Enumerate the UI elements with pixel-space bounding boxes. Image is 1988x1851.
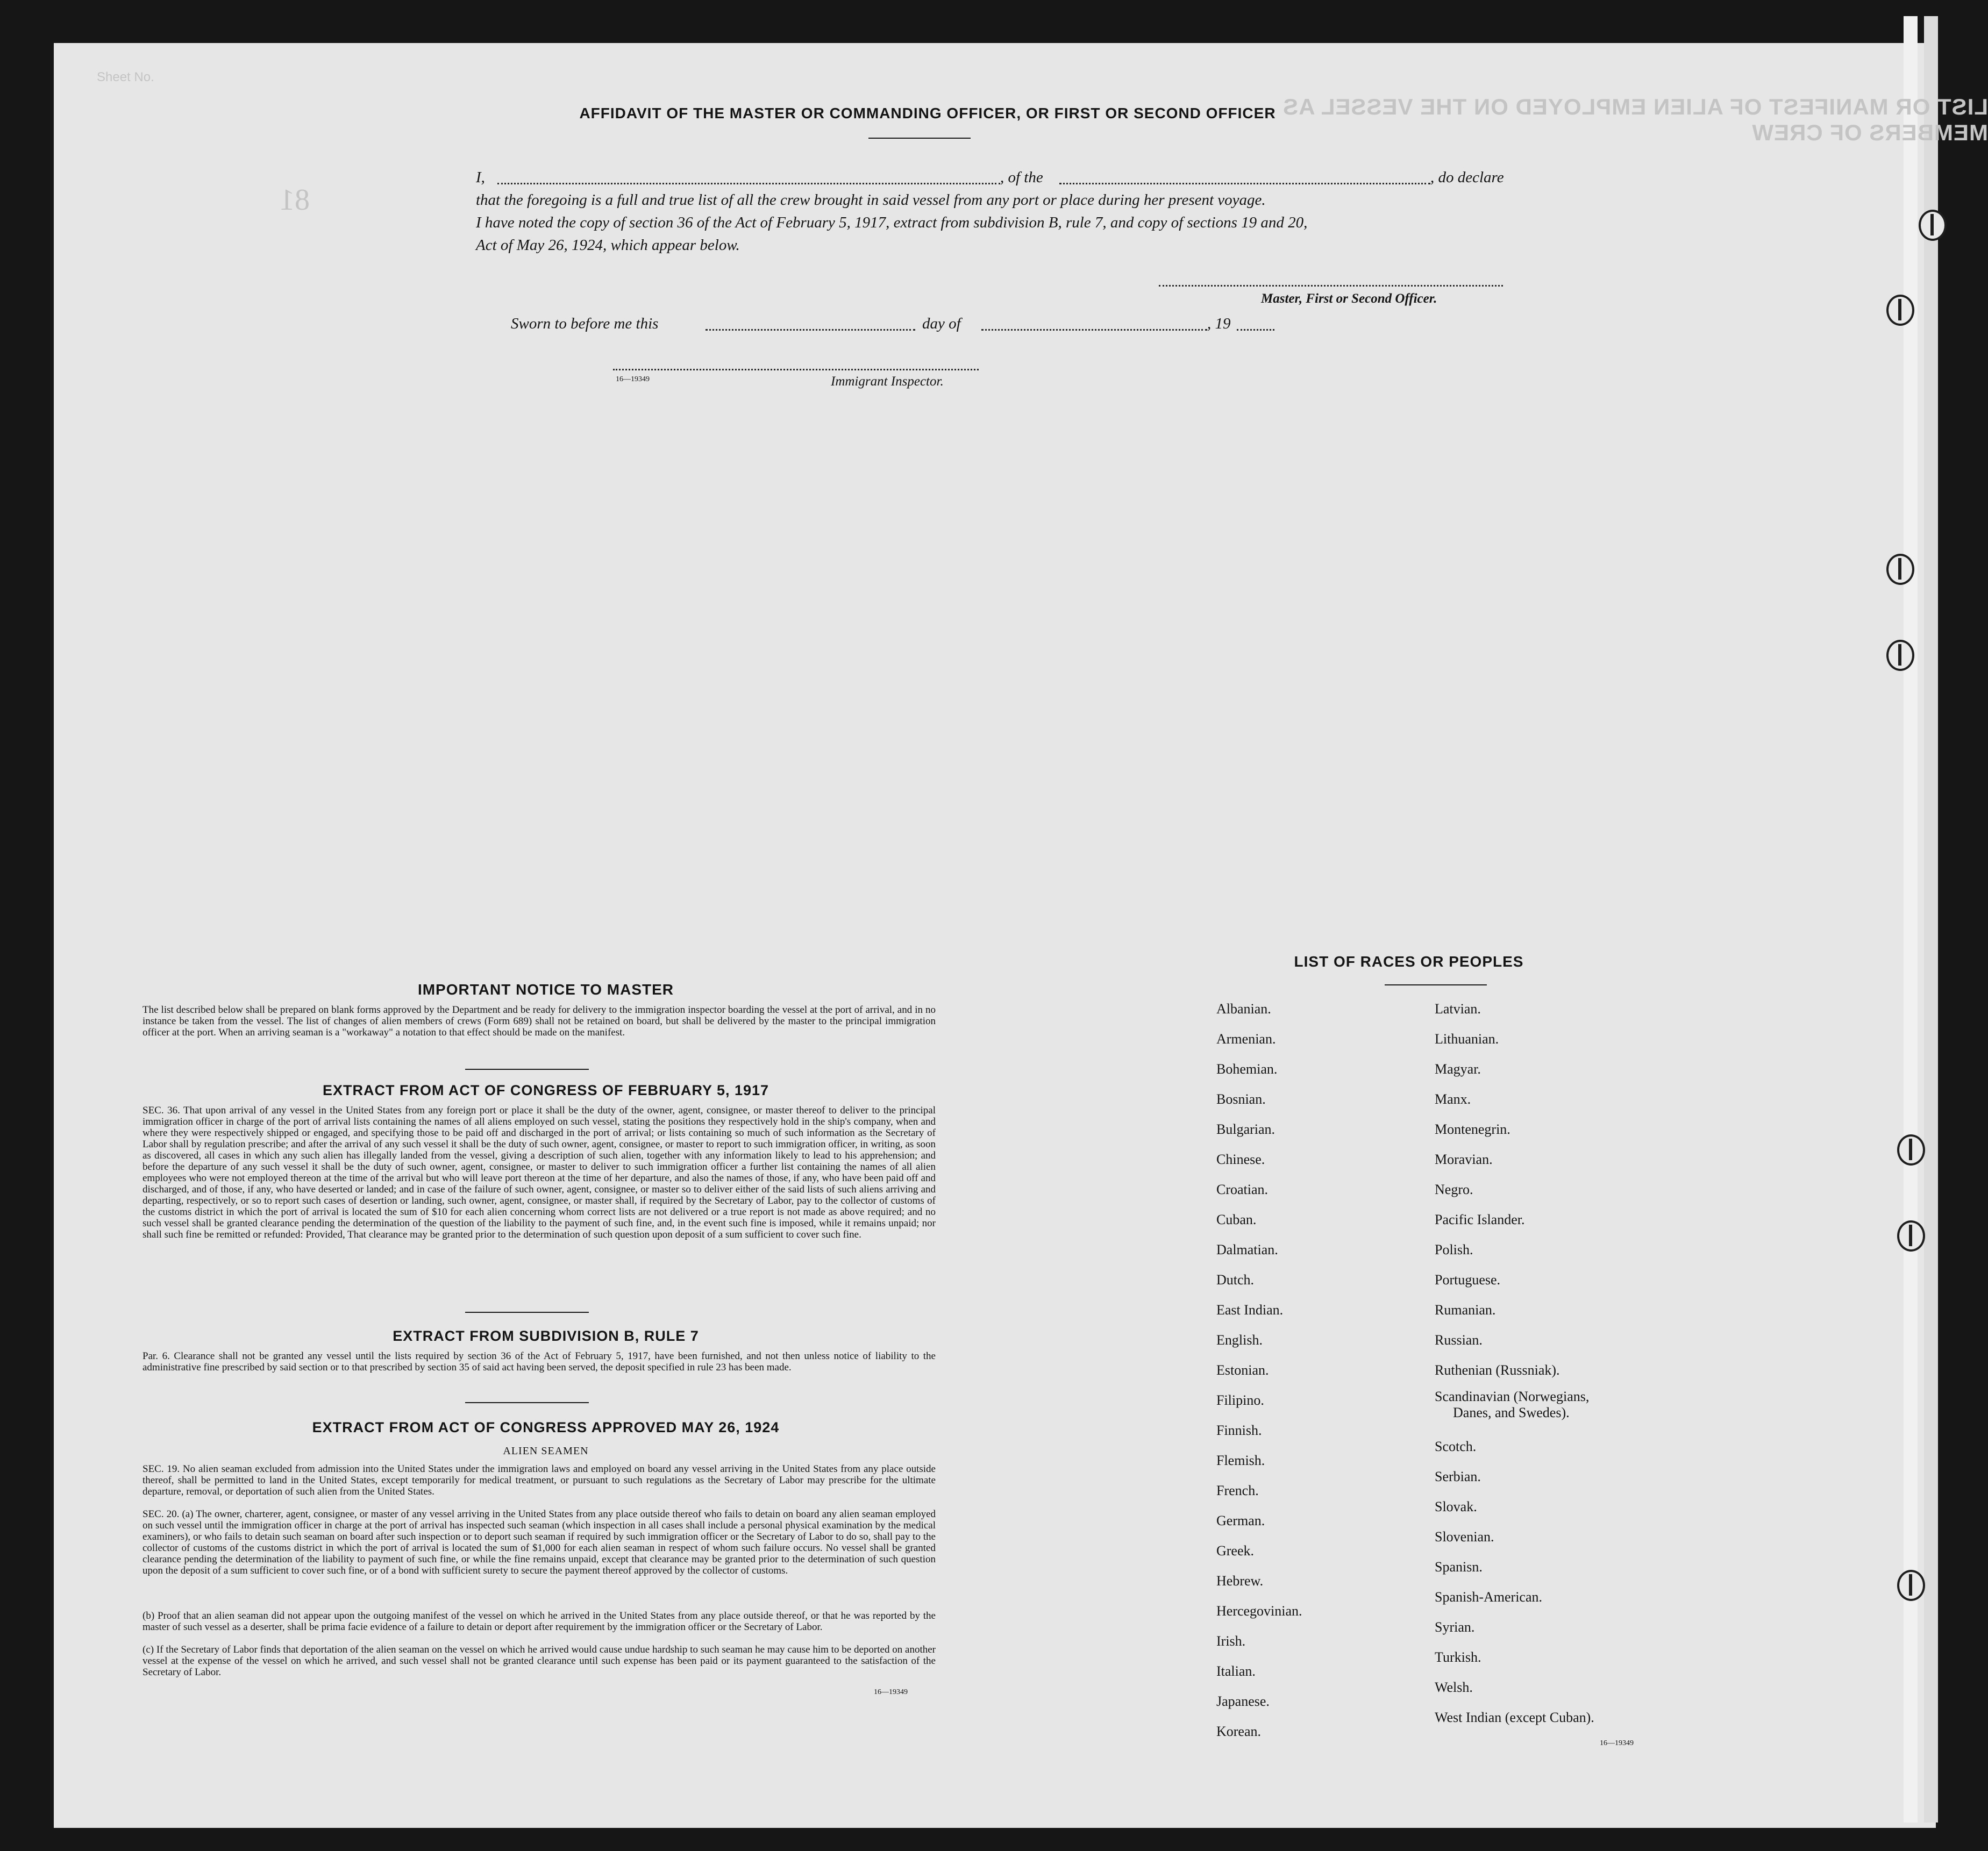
inspector-caption: Immigrant Inspector.	[831, 374, 944, 389]
race-item: Hebrew.	[1216, 1573, 1264, 1589]
binding-hole	[1897, 1220, 1925, 1252]
race-item: Dalmatian.	[1216, 1242, 1278, 1257]
binding-hole	[1886, 554, 1914, 585]
sworn-month-blank	[981, 329, 1207, 331]
race-item: Bosnian.	[1216, 1091, 1266, 1107]
race-item: Flemish.	[1216, 1453, 1265, 1468]
affidavit-line-3: I have noted the copy of section 36 of the Act of February 5, 1917, extract from subdivision B, rule 7, and copy of sections 19 and 20,	[476, 214, 1308, 231]
affidavit-line-2: that the foregoing is a full and true list of all the crew brought in said vessel from any port or place during her present voyage.	[476, 191, 1266, 209]
binding-hole	[1897, 1570, 1925, 1601]
inspector-signature-line	[613, 369, 979, 370]
section-divider	[465, 1069, 589, 1070]
race-item: Chinese.	[1216, 1152, 1265, 1167]
race-item: Scotch.	[1435, 1439, 1477, 1454]
races-divider	[1385, 984, 1487, 985]
sworn-prefix: Sworn to before me this	[511, 315, 659, 332]
race-item: Montenegrin.	[1435, 1121, 1510, 1137]
race-item: Spanisn.	[1435, 1559, 1483, 1575]
extract-rule7-body: Par. 6. Clearance shall not be granted any vessel until the lists required by section 36 of the Act of February 5, 1917, have been furnished, and not then unless notice of liability to the administrative fine prescribed by said section or to that prescribed by section 35 of said act having been served, the deposit specified in rule 23 has been made.	[142, 1350, 936, 1373]
sworn-year: , 19	[1207, 315, 1231, 332]
extract-1924-sec20a: SEC. 20. (a) The owner, charterer, agent, consignee, or master of any vessel arriving in the United States from any place outside thereof who fails to detain on board any alien seaman employed on such vessel until the immigration officer in charge at the port of arrival has inspected such seaman (which inspection in all cases shall include a personal physical examination by the medical examiners), or who fails to detain such seaman on board after such inspection or to deport such seaman if required by such immigration officer or the Secretary of Labor to do so, shall pay to the collector of customs of the customs district in which the port of arrival is located the sum of $1,000 for each alien seaman in respect of whom such failure occurs. No vessel shall be granted clearance pending the determination of the liability to payment of such fine, or while the fine remains unpaid, except that clearance may be granted prior to the determination of such question upon the deposit of a sum sufficient to cover such fine, or of a bond with sufficient surety to secure the payment thereof approved by the collector of customs.	[142, 1509, 936, 1576]
bleed-header-left: Sheet No.	[97, 70, 154, 84]
extract-1917-title: EXTRACT FROM ACT OF CONGRESS OF FEBRUARY 5, 1917	[322, 1082, 769, 1098]
bleed-stamp: 81	[280, 183, 310, 217]
race-item: East Indian.	[1216, 1302, 1284, 1318]
extract-rule7-title: EXTRACT FROM SUBDIVISION B, RULE 7	[393, 1328, 699, 1344]
race-item: Greek.	[1216, 1543, 1255, 1559]
race-item: Japanese.	[1216, 1693, 1270, 1709]
binding-hole	[1897, 1134, 1925, 1166]
page-edge	[1924, 16, 1938, 1823]
vessel-blank	[1059, 183, 1430, 184]
race-item: Italian.	[1216, 1663, 1256, 1679]
race-item: Turkish.	[1435, 1649, 1481, 1665]
form-number: 16—19349	[616, 375, 650, 383]
sworn-year-blank	[1237, 329, 1274, 331]
name-blank	[497, 183, 1000, 184]
race-item: Danes, and Swedes).	[1453, 1405, 1570, 1420]
signature-line	[1159, 285, 1503, 287]
race-item: West Indian (except Cuban).	[1435, 1710, 1594, 1725]
race-item: Scandinavian (Norwegians,	[1435, 1389, 1590, 1404]
extract-1924-sec19: SEC. 19. No alien seaman excluded from admission into the United States under the immigration laws and employed on board any vessel arriving in the United States from any place outside thereof, shall be permitted to land in the United States, except temporarily for medical treatment, or pursuant to such regulations as the Secretary of Labor may prescribe for the ultimate departure, removal, or deportation of such alien from the United States.	[142, 1463, 936, 1497]
race-item: Spanish-American.	[1435, 1589, 1543, 1605]
race-item: Estonian.	[1216, 1362, 1269, 1378]
race-item: Bulgarian.	[1216, 1121, 1276, 1137]
extract-1924-title: EXTRACT FROM ACT OF CONGRESS APPROVED MAY 26, 1924	[312, 1419, 780, 1435]
extract-1924-subtitle: ALIEN SEAMEN	[503, 1445, 589, 1457]
race-item: English.	[1216, 1332, 1263, 1348]
bleed-header: LIST OR MANIFEST OF ALIEN EMPLOYED ON THE VESSEL AS MEMBERS OF CREW	[1282, 94, 1988, 145]
form-number: 16—19349	[874, 1688, 908, 1696]
races-title: LIST OF RACES OR PEOPLES	[1294, 953, 1524, 970]
race-item: Cuban.	[1216, 1212, 1257, 1227]
race-item: Pacific Islander.	[1435, 1212, 1525, 1227]
binding-hole	[1919, 210, 1947, 241]
race-item: Ruthenian (Russniak).	[1435, 1362, 1560, 1378]
binding-hole	[1886, 295, 1914, 326]
page-edge	[1904, 16, 1918, 1823]
race-item: Rumanian.	[1435, 1302, 1496, 1318]
form-number: 16—19349	[1600, 1739, 1634, 1747]
races-left-column	[1216, 994, 1399, 1747]
binding-hole	[1886, 640, 1914, 671]
race-item: German.	[1216, 1513, 1265, 1528]
notice-body: The list described below shall be prepared on blank forms approved by the Department and be ready for delivery to the immigration inspector boarding the vessel at the port of arrival, and in no instance be taken from the vessel. The list of changes of alien members of crews (Form 689) shall not be retained on board, but shall be delivered by the master to the principal immigration officer at the port. When an arriving seaman is a "workaway" a notation to that effect should be made on the manifest.	[142, 1004, 936, 1038]
race-item: Latvian.	[1435, 1001, 1481, 1017]
race-item: Moravian.	[1435, 1152, 1493, 1167]
race-item: Filipino.	[1216, 1392, 1264, 1408]
affidavit-line-i: I,	[476, 169, 485, 186]
race-item: Irish.	[1216, 1633, 1246, 1649]
race-item: Dutch.	[1216, 1272, 1255, 1288]
race-item: Finnish.	[1216, 1423, 1262, 1438]
race-item: French.	[1216, 1483, 1259, 1498]
race-item: Negro.	[1435, 1182, 1473, 1197]
race-item: Welsh.	[1435, 1680, 1473, 1695]
races-right-column	[1435, 994, 1650, 1733]
race-item: Korean.	[1216, 1724, 1262, 1739]
race-item: Bohemian.	[1216, 1061, 1278, 1077]
race-item: Lithuanian.	[1435, 1031, 1499, 1047]
section-divider	[465, 1312, 589, 1313]
title-divider	[868, 138, 971, 139]
affidavit-line-4: Act of May 26, 1924, which appear below.	[476, 237, 740, 254]
extract-1924-sec20b: (b) Proof that an alien seaman did not appear upon the outgoing manifest of the vessel on which he arrived in the United States from any place outside thereof, or that he was reported by the master of such vessel as a deserter, shall be prima facie evidence of a failure to detain or deport after requirement by the immigration officer or the Secretary of Labor.	[142, 1610, 936, 1633]
race-item: Manx.	[1435, 1091, 1471, 1107]
affidavit-declare: , do declare	[1430, 169, 1504, 186]
sworn-day-of: day of	[922, 315, 961, 332]
extract-1924-sec20c: (c) If the Secretary of Labor finds that deportation of the alien seaman on the vessel on which he arrived would cause undue hardship to such seaman he may cause him to be deported on another vessel at the expense of the vessel on which he arrived, and such vessel shall not be granted clearance until such expense has been paid or its payment guaranteed to the satisfaction of the Secretary of Labor.	[142, 1644, 936, 1678]
race-item: Syrian.	[1435, 1619, 1475, 1635]
race-item: Portuguese.	[1435, 1272, 1501, 1288]
race-item: Croatian.	[1216, 1182, 1269, 1197]
extract-1917-body: SEC. 36. That upon arrival of any vessel in the United States from any foreign port or place it shall be the duty of the owner, agent, consignee, or master thereof to deliver to the principal immigration officer in charge of the port of arrival lists containing the names of all aliens employed on such vessel, stating the positions they respectively hold in the ship's company, when and where they were respectively shipped or engaged, and specifying those to be paid off and discharged in the port of arrival; or lists containing so much of such information as the Secretary of Labor shall by regulation prescribe; and after the arrival of any such vessel it shall be the duty of such owner, agent, consignee, or master to report to such immigration officer, in writing, as soon as discovered, all cases in which any such alien has illegally landed from the vessel, giving a description of such alien, together with any information likely to lead to his apprehension; and before the departure of any such vessel it shall be the duty of such owner, agent, consignee, or master to deliver to such immigration officer a further list containing the names of all alien employees who were not employed thereon at the time of the arrival but who will leave port thereon at the time of her departure, and also the names of those, if any, who have been paid off and discharged, and of those, if any, who have deserted or landed; and in case of the failure of such owner, agent, consignee, or master so to deliver either of the said lists of such aliens arriving and departing, respectively, or so to report such cases of desertion or landing, such owner, agent, consignee, or master shall, if required by the Secretary of Labor, pay to the collector of customs of the customs district in which the port of arrival is located the sum of $10 for each alien concerning whom correct lists are not delivered or a true report is not made as above required; and no such vessel shall be granted clearance pending the determination of the question of the liability to the payment of such fine, and, in the event such fine is imposed, while it remains unpaid; nor shall such fine be remitted or refunded: Provided, That clearance may be granted prior to the determination of such question upon deposit of a sum sufficient to cover such fine.	[142, 1105, 936, 1240]
affidavit-of-the: , of the	[1000, 169, 1043, 186]
race-item: Slovenian.	[1435, 1529, 1494, 1545]
notice-title: IMPORTANT NOTICE TO MASTER	[417, 981, 674, 998]
race-item: Serbian.	[1435, 1469, 1481, 1484]
sworn-day-blank	[706, 329, 915, 331]
affidavit-title: AFFIDAVIT OF THE MASTER OR COMMANDING OFFICER, OR FIRST OR SECOND OFFICER	[579, 105, 1276, 122]
race-item: Slovak.	[1435, 1499, 1477, 1514]
race-item: Magyar.	[1435, 1061, 1481, 1077]
signature-caption: Master, First or Second Officer.	[1261, 291, 1437, 306]
race-item: Russian.	[1435, 1332, 1483, 1348]
race-item: Albanian.	[1216, 1001, 1271, 1017]
race-item: Polish.	[1435, 1242, 1473, 1257]
race-item: Armenian.	[1216, 1031, 1276, 1047]
race-item: Hercegovinian.	[1216, 1603, 1302, 1619]
section-divider	[465, 1402, 589, 1403]
